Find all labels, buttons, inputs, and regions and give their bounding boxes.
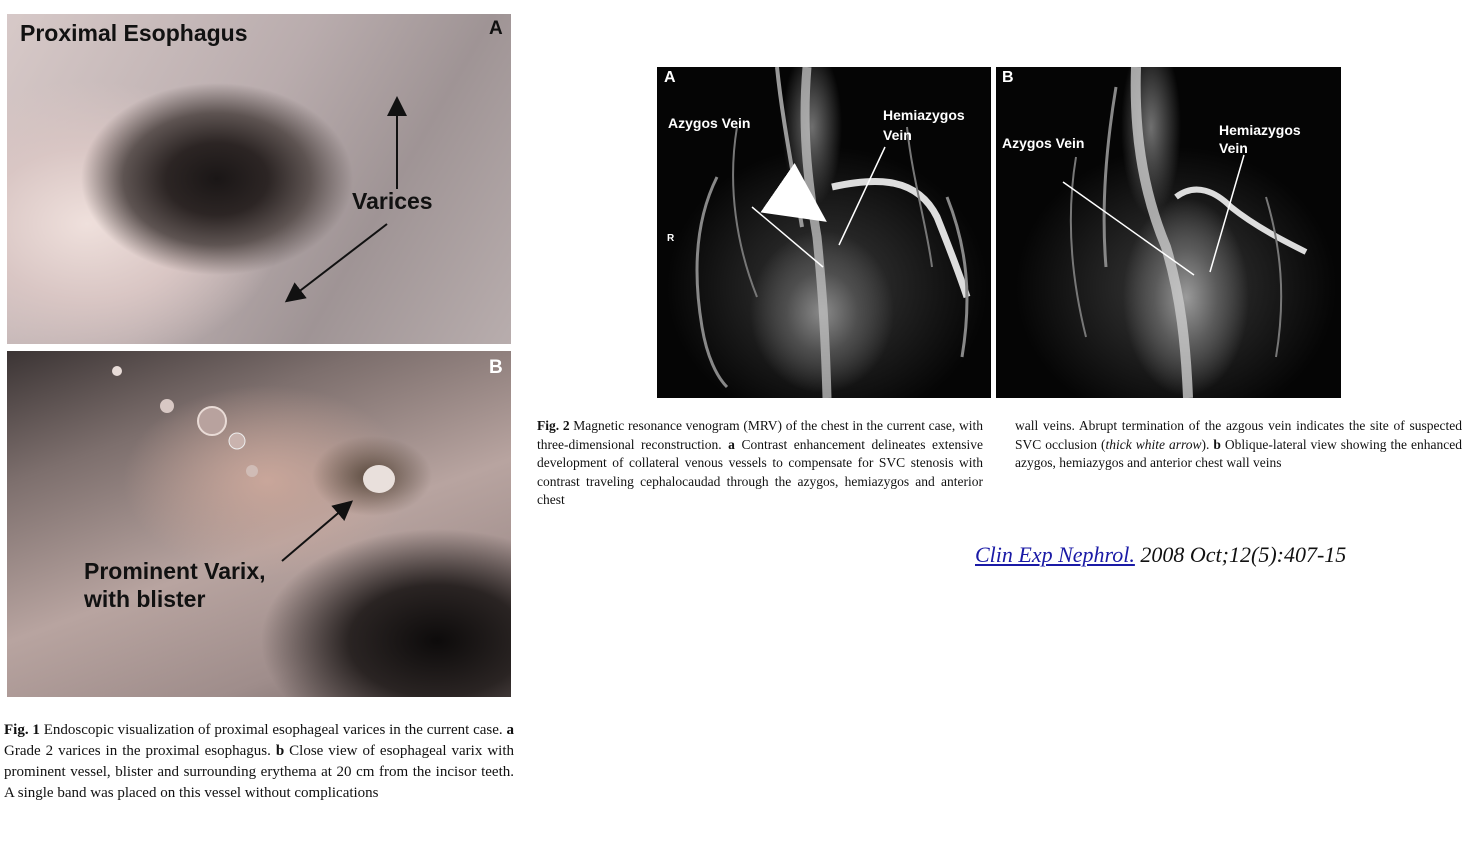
fig1b-letter: B xyxy=(489,357,503,378)
fig1a-title: Proximal Esophagus xyxy=(20,20,248,46)
fig2-panel-a-image xyxy=(657,67,991,398)
fig2-panel-b-image xyxy=(996,67,1341,398)
fig2-caption-text2: Contrast enhancement delineates extensive development of collateral venous vessels to compensate for SVC stenosis with contrast traveling cephalocaudad through the azygos, hemiazygos and anterior chest xyxy=(537,436,983,507)
fig1-caption-text3: Close view of esophageal varix with prominent vessel, blister and surrounding erythema at 20 cm from the incisor teeth. A single band was placed on this vessel without complications xyxy=(4,743,514,801)
fig1-caption-b: b xyxy=(275,743,285,759)
arrow-to-varix xyxy=(282,503,350,561)
fig1-caption-label: Fig. 1 xyxy=(4,722,40,738)
fig1-caption-a: a xyxy=(506,722,514,738)
fig1-caption-text1: Endoscopic visualization of proximal esophageal varices in the current case. xyxy=(39,722,507,738)
citation xyxy=(975,542,1346,568)
fig2a-side-marker: R xyxy=(667,233,675,244)
fig2a-hemiazygos-label-2: Vein xyxy=(883,127,912,143)
fig2-caption-col2-text3: Oblique-lateral view showing the enhanced azygos, hemiazygos and anterior chest wall veins xyxy=(1015,436,1462,470)
fig2a-azygos-label: Azygos Vein xyxy=(668,115,751,131)
fig1-panel-a-image xyxy=(7,14,511,344)
hemiazygos-pointer-line xyxy=(839,147,885,245)
citation-details: 2008 Oct;12(5):407-15 xyxy=(1134,542,1347,567)
fig2-caption-label: Fig. 2 xyxy=(537,418,570,433)
fig1-caption-text2: Grade 2 varices in the proximal esophagus. xyxy=(4,743,276,759)
fig1-caption xyxy=(4,720,514,804)
fig2b-hemiazygos-label-1: Hemiazygos xyxy=(1219,122,1301,138)
azygos-pointer-line xyxy=(1063,182,1194,275)
fig2-caption-b: b xyxy=(1213,436,1221,452)
arrow-down-left xyxy=(288,224,387,300)
fig1b-label-line1: Prominent Varix, xyxy=(84,558,266,584)
fig2-caption-col2-text1: wall veins. Abrupt termination of the azgous vein indicates the site of suspected SVC occlusion ( xyxy=(1015,418,1462,452)
fig1a-letter: A xyxy=(489,18,503,39)
fig2a-hemiazygos-label-1: Hemiazygos xyxy=(883,107,965,123)
fig2-caption-col1 xyxy=(537,417,983,510)
journal-link[interactable]: Clin Exp Nephrol. xyxy=(975,542,1135,567)
fig2b-letter: B xyxy=(1002,69,1014,86)
fig2a-letter: A xyxy=(664,69,676,86)
fig2b-azygos-label: Azygos Vein xyxy=(1002,135,1085,151)
fig1a-arrows xyxy=(7,14,511,344)
fig2-caption-a: a xyxy=(728,436,735,452)
fig2b-hemiazygos-label-2: Vein xyxy=(1219,140,1248,156)
fig2-caption-text1: Magnetic resonance venogram (MRV) of the chest in the current case, with three-dimensional reconstruction. xyxy=(537,418,984,452)
fig1b-label-line2: with blister xyxy=(84,586,206,612)
fig1b-arrow xyxy=(7,351,511,697)
fig2-caption-col2-text2: ). xyxy=(1201,436,1214,452)
fig1a-varices-label: Varices xyxy=(352,188,433,214)
fig2-caption-col2-italic: thick white arrow xyxy=(1105,436,1202,452)
fig2b-vessels xyxy=(996,67,1341,398)
fig1-panel-b-image xyxy=(7,351,511,697)
fig2-caption-col2 xyxy=(1015,417,1462,473)
